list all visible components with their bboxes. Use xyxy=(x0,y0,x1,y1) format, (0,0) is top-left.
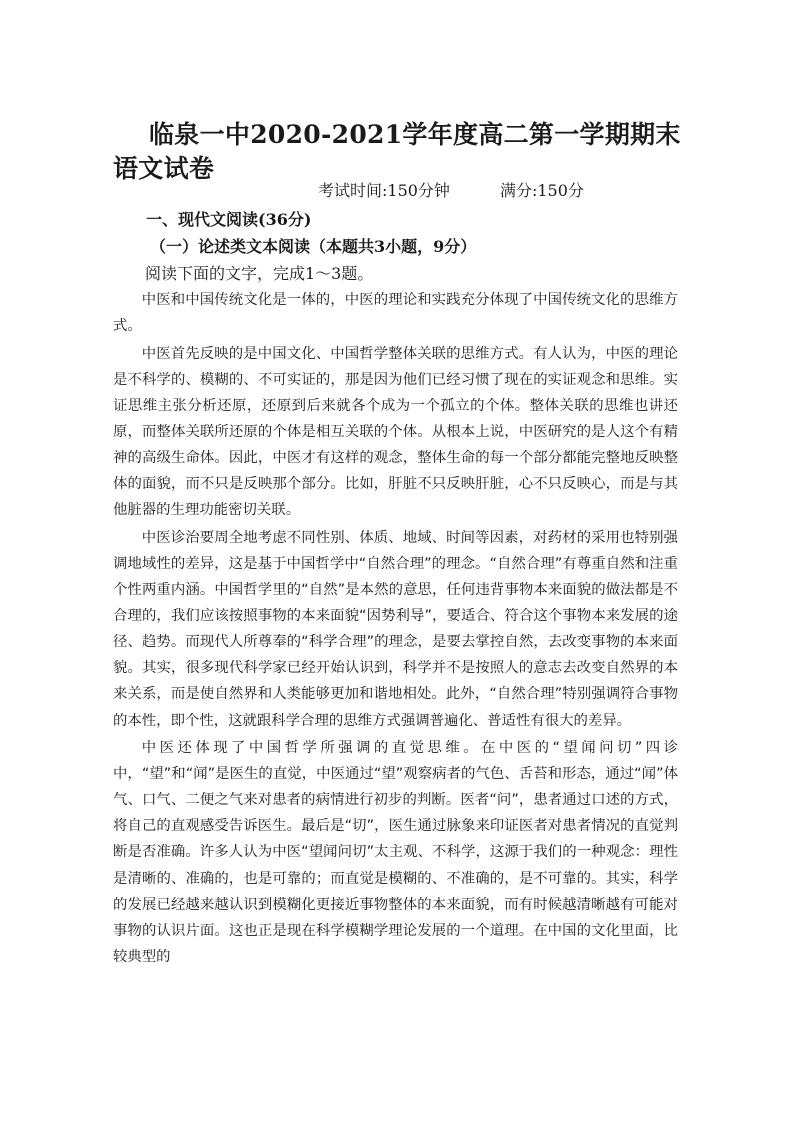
reading-instruction: 阅读下面的文字，完成1～3题。 xyxy=(145,264,374,283)
full-score: 满分:150分 xyxy=(499,181,584,200)
reading-passage xyxy=(113,287,678,971)
passage-paragraph-3: 中医诊治要周全地考虑不同性别、体质、地域、时间等因素，对药材的采用也特别强调地域性的差异，这是基于中国哲学中“自然合理”的理念。“自然合理”有尊重自然和注重个性两重内涵。中国哲学里的“自然”是本然的意思，任何违背事物本来面貌的做法都是不合理的，我们应该按照事物的本来面貌“因势利导”，要适合、符合这个事物本来发展的途径、趋势。而现代人所尊奉的“科学合理”的理念，是要去掌控自然，去改变事物的本来面貌。其实，很多现代科学家已经开始认识到，科学并不是按照人的意志去改变自然界的本来关系，而是使自然界和人类能够更加和谐地相处。此外，“自然合理”特别强调符合事物的本性，即个性，这就跟科学合理的思维方式强调普遍化、普适性有很大的差异。 xyxy=(113,529,678,729)
exam-info-line xyxy=(318,178,584,201)
passage-paragraph-1: 中医和中国传统文化是一体的，中医的理论和实践充分体现了中国传统文化的思维方式。 xyxy=(113,292,678,335)
section-heading: 一、现代文阅读(36分) xyxy=(146,210,312,229)
subsection-heading: （一）论述类文本阅读（本题共3小题，9分） xyxy=(150,237,477,256)
exam-title: 临泉一中2020-2021学年度高二第一学期期末语文试卷 xyxy=(113,120,681,183)
exam-time: 考试时间:150分钟 xyxy=(318,181,450,200)
passage-paragraph-2: 中医首先反映的是中国文化、中国哲学整体关联的思维方式。有人认为，中医的理论是不科学的、模糊的、不可实证的，那是因为他们已经习惯了现在的实证观念和思维。实证思维主张分析还原，还原到后来就各个成为一个孤立的个体。整体关联的思维也讲还原，而整体关联所还原的个体是相互关联的个体。从根本上说，中医研究的是人这个有精神的高级生命体。因此，中医才有这样的观念，整体生命的每一个部分都能完整地反映整体的面貌，而不只是反映那个部分。比如，肝脏不只反映肝脏，心不只反映心，而是与其他脏器的生理功能密切关联。 xyxy=(113,345,678,519)
passage-paragraph-4: 中医还体现了中国哲学所强调的直觉思维。在中医的“望闻问切”四诊中，“望”和“闻”是医生的直觉，中医通过“望”观察病者的气色、舌苔和形态，通过“闻”体气、口气、二便之气来对患者的病情进行初步的判断。医者“问”，患者通过口述的方式，将自己的直观感受告诉医生。最后是“切”，医生通过脉象来印证医者对患者情况的直觉判断是否准确。许多人认为中医“望闻问切”太主观、不科学，这源于我们的一种观念：理性是清晰的、准确的，也是可靠的；而直觉是模糊的、不准确的，是不可靠的。其实，科学的发展已经越来越认识到模糊化更接近事物整体的本来面貌，而有时候越清晰越有可能对事物的认识片面。这也正是现在科学模糊学理论发展的一个道理。在中国的文化里面，比较典型的 xyxy=(113,740,678,965)
